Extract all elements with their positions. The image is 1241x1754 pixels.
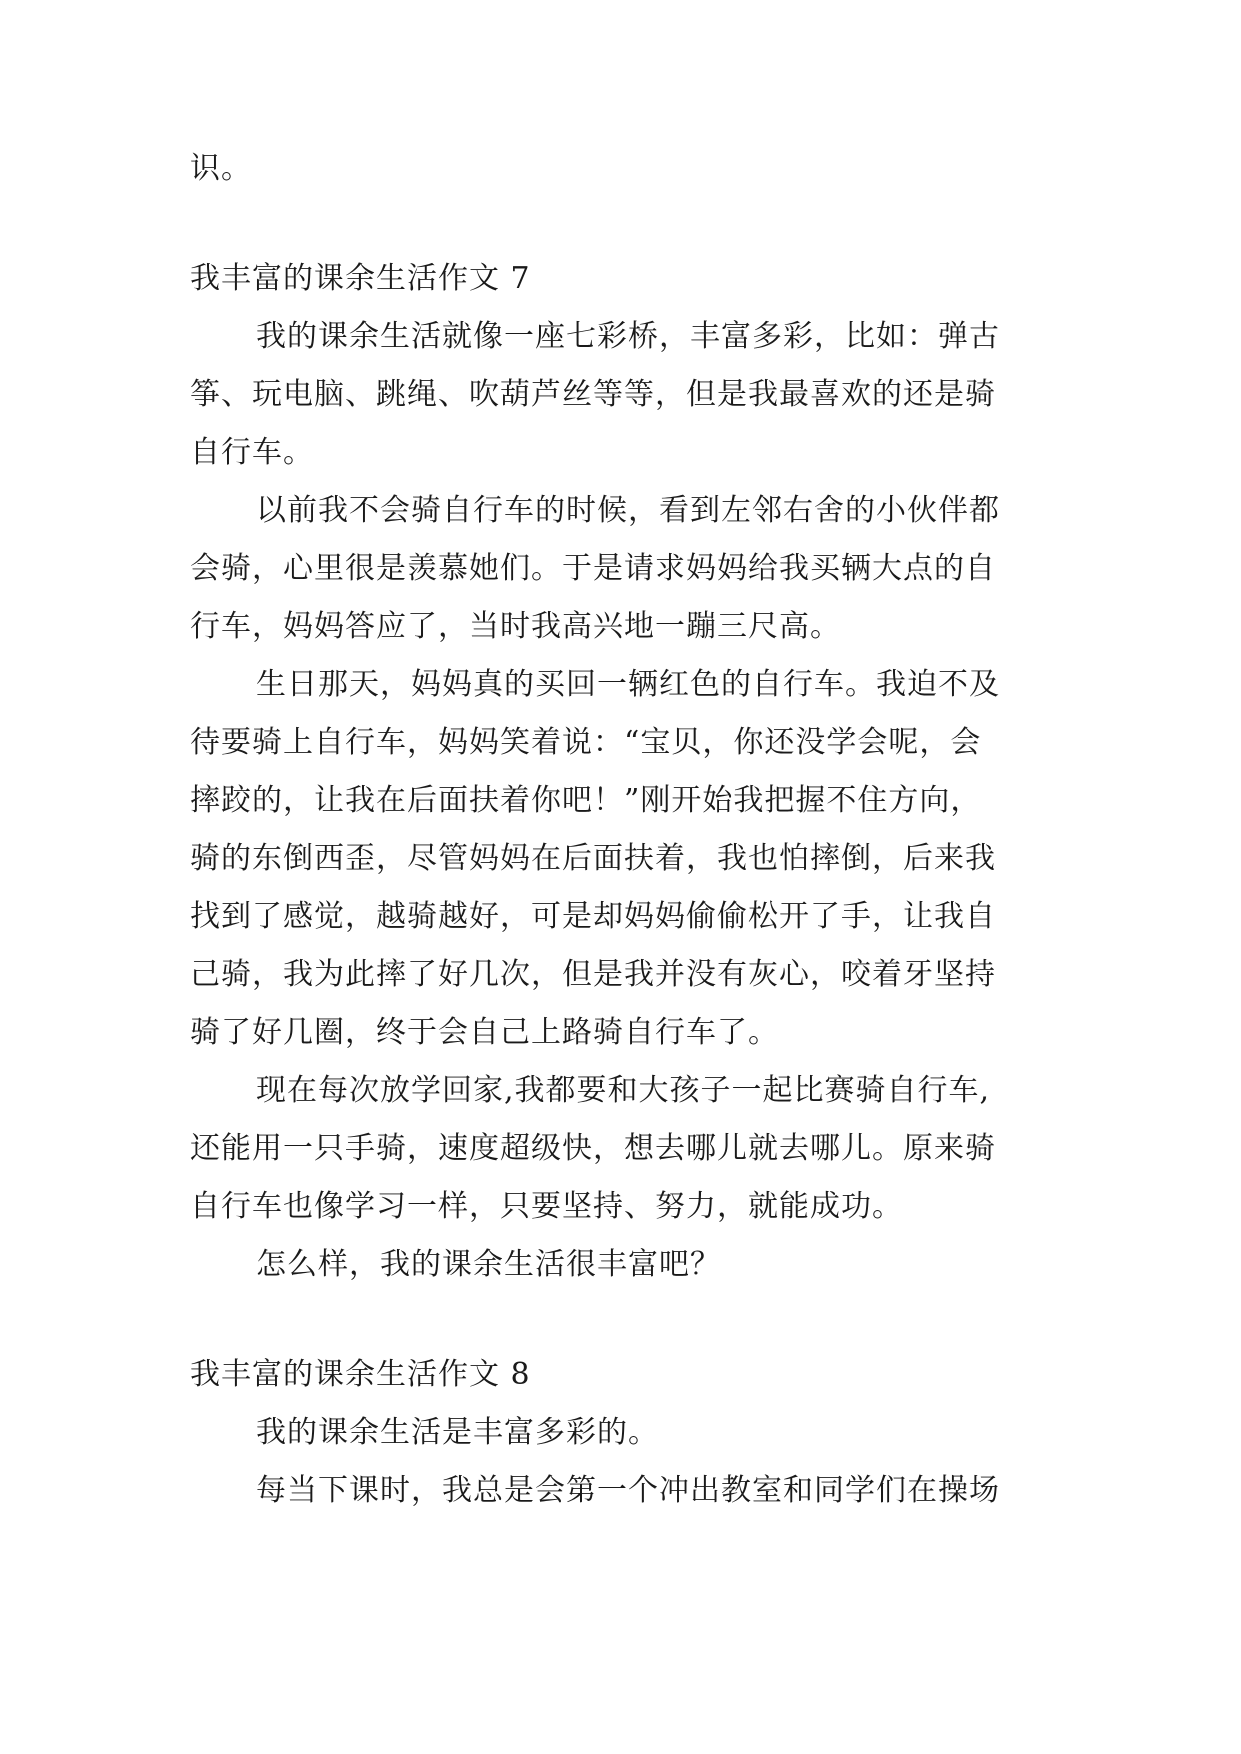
paragraph-line: 自行车也像学习一样，只要坚持、努力，就能成功。 — [190, 1189, 903, 1224]
paragraph-line: 行车，妈妈答应了，当时我高兴地一蹦三尺高。 — [190, 609, 841, 644]
paragraph-line: 还能用一只手骑，速度超级快，想去哪儿就去哪儿。原来骑 — [190, 1131, 996, 1166]
section-gap — [190, 198, 1050, 250]
section-8-title: 我丰富的课余生活作文 8 — [190, 1357, 531, 1392]
document-page — [190, 140, 1050, 1520]
section-7-title: 我丰富的课余生活作文 7 — [190, 261, 531, 296]
fragment-line: 识。 — [190, 151, 252, 186]
paragraph-line: 现在每次放学回家,我都要和大孩子一起比赛骑自行车, — [256, 1073, 991, 1108]
paragraph-line: 待要骑上自行车，妈妈笑着说：“宝贝，你还没学会呢，会 — [190, 725, 982, 760]
paragraph-line: 每当下课时，我总是会第一个冲出教室和同学们在操场 — [256, 1473, 1000, 1508]
paragraph-line: 骑的东倒西歪，尽管妈妈在后面扶着，我也怕摔倒，后来我 — [190, 841, 996, 876]
paragraph-line: 我的课余生活是丰富多彩的。 — [256, 1415, 659, 1450]
paragraph-line: 怎么样，我的课余生活很丰富吧？ — [256, 1247, 721, 1282]
paragraph-line: 生日那天，妈妈真的买回一辆红色的自行车。我迫不及 — [256, 667, 1000, 702]
paragraph-line: 摔跤的，让我在后面扶着你吧！”刚开始我把握不住方向， — [190, 783, 982, 818]
paragraph-line: 筝、玩电脑、跳绳、吹葫芦丝等等，但是我最喜欢的还是骑 — [190, 377, 996, 412]
section-gap — [190, 1294, 1050, 1346]
paragraph-line: 以前我不会骑自行车的时候，看到左邻右舍的小伙伴都 — [256, 493, 1000, 528]
paragraph-line: 自行车。 — [190, 435, 314, 470]
paragraph-line: 会骑，心里很是羡慕她们。于是请求妈妈给我买辆大点的自 — [190, 551, 996, 586]
paragraph-line: 骑了好几圈，终于会自己上路骑自行车了。 — [190, 1015, 779, 1050]
paragraph-line: 己骑，我为此摔了好几次，但是我并没有灰心，咬着牙坚持 — [190, 957, 996, 992]
paragraph-line: 找到了感觉，越骑越好，可是却妈妈偷偷松开了手，让我自 — [190, 899, 996, 934]
paragraph-line: 我的课余生活就像一座七彩桥，丰富多彩，比如：弹古 — [256, 319, 1000, 354]
